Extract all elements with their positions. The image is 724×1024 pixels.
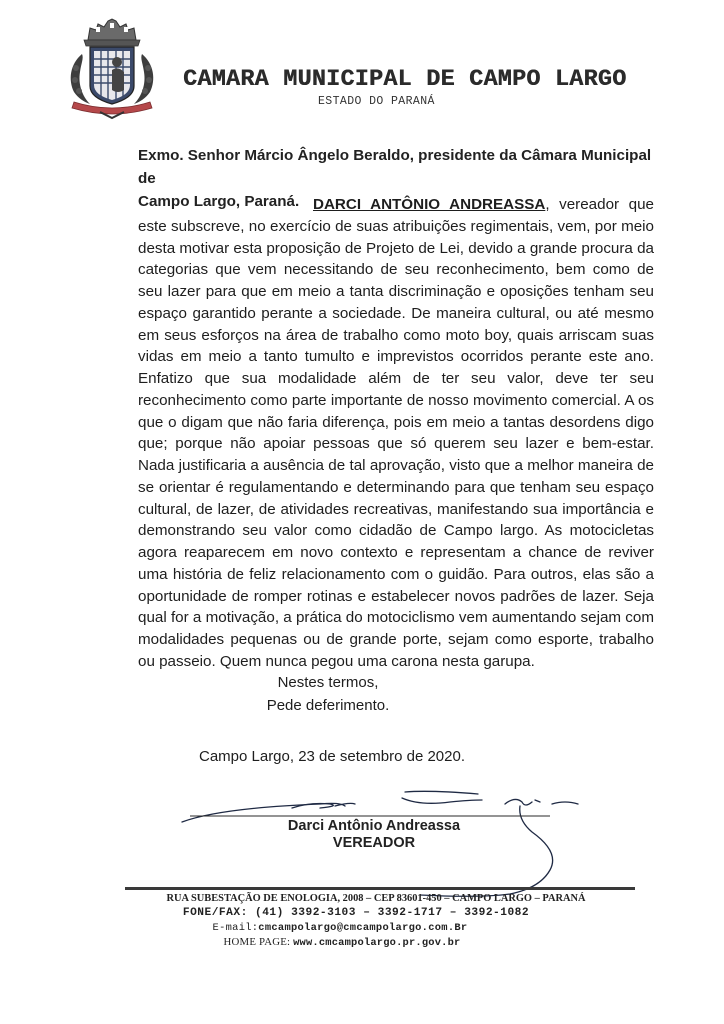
author-name: DARCI ANTÔNIO ANDREASSA — [313, 196, 546, 213]
coat-of-arms-icon — [60, 18, 164, 120]
institution-title: CAMARA MUNICIPAL DE CAMPO LARGO — [183, 66, 627, 93]
footer-divider — [125, 887, 635, 890]
addressee-line-2: Campo Largo, Paraná. — [138, 193, 300, 210]
closing-line-1: Nestes termos, — [277, 674, 379, 691]
closing-line-2: Pede deferimento. — [266, 697, 390, 714]
date-line: Campo Largo, 23 de setembro de 2020. — [198, 748, 465, 765]
signer-name: Darci Antônio Andreassa — [287, 818, 461, 834]
addressee-line-1: Exmo. Senhor Márcio Ângelo Beraldo, presidente da Câmara Municipal de — [138, 147, 652, 187]
institution-subtitle: ESTADO DO PARANÁ — [318, 95, 435, 108]
footer-email: E-mail:cmcampolargo@cmcampolargo.com.Br — [212, 922, 468, 934]
homepage-link[interactable]: www.cmcampolargo.pr.gov.br — [293, 937, 461, 949]
body-paragraph: , vereador que este subscreve, no exercício de suas atribuições regimentais, vem, por meio desta motivar esta proposição de Projeto de Lei, devido a grande procura da categorias que vem necessitando de seu reconhecimento, bem como de seu lazer para que em meio a tanta discriminação e oposições tenham seu espaço garantido perante a sociedade. De maneira cultural, ou até mesmo em seus esforços na área de trabalho como moto boy, quais arriscam suas vidas em meio a tanto tumulto e imprevistos ocorridos perante este ano. Enfatizo que sua modalidade além de ter seu valor, deve ter seu reconhecimento como parte importante de nosso movimento comercial. A os que o digam que não faria diferença, pois em meio a tantas desordens digo que; porque não apoiar pessoas que só querem seu lazer e bem-estar. Nada justificaria a ausência de tal aprovação, visto que a melhor maneira de se orientar é regulamentando e determinando para que tenham seu espaço cultural, de lazer, de atividades recreativas, manifestando sua importância e demonstrando seu valor como cidadão de Campo largo. As motocicletas agora reaparecem em novo contexto e representam a chance de reviver uma história de feliz relacionamento com o guidão. Para outros, elas são a oportunidade de romper rotinas e estabelecer novos padrões de lazer. Seja qual for a motivação, a prática do motociclismo vem aumentando sejam com modalidades pequenas ou de grande porte, sejam como esporte, trabalho ou passeio. Quem nunca pegou uma carona nesta garupa. — [138, 196, 654, 670]
signer-role: VEREADOR — [332, 835, 416, 851]
footer-address: RUA SUBESTAÇÃO DE ENOLOGIA, 2008 – CEP 83601-450 – CAMPO LARGO – PARANÁ — [166, 893, 586, 904]
email-link[interactable]: cmcampolargo@cmcampolargo.com.Br — [258, 922, 468, 934]
letter-body — [138, 194, 654, 673]
footer-homepage: HOME PAGE: www.cmcampolargo.pr.gov.br — [223, 936, 461, 949]
footer-phone: FONE/FAX: (41) 3392-3103 – 3392-1717 – 3392-1082 — [182, 907, 530, 919]
